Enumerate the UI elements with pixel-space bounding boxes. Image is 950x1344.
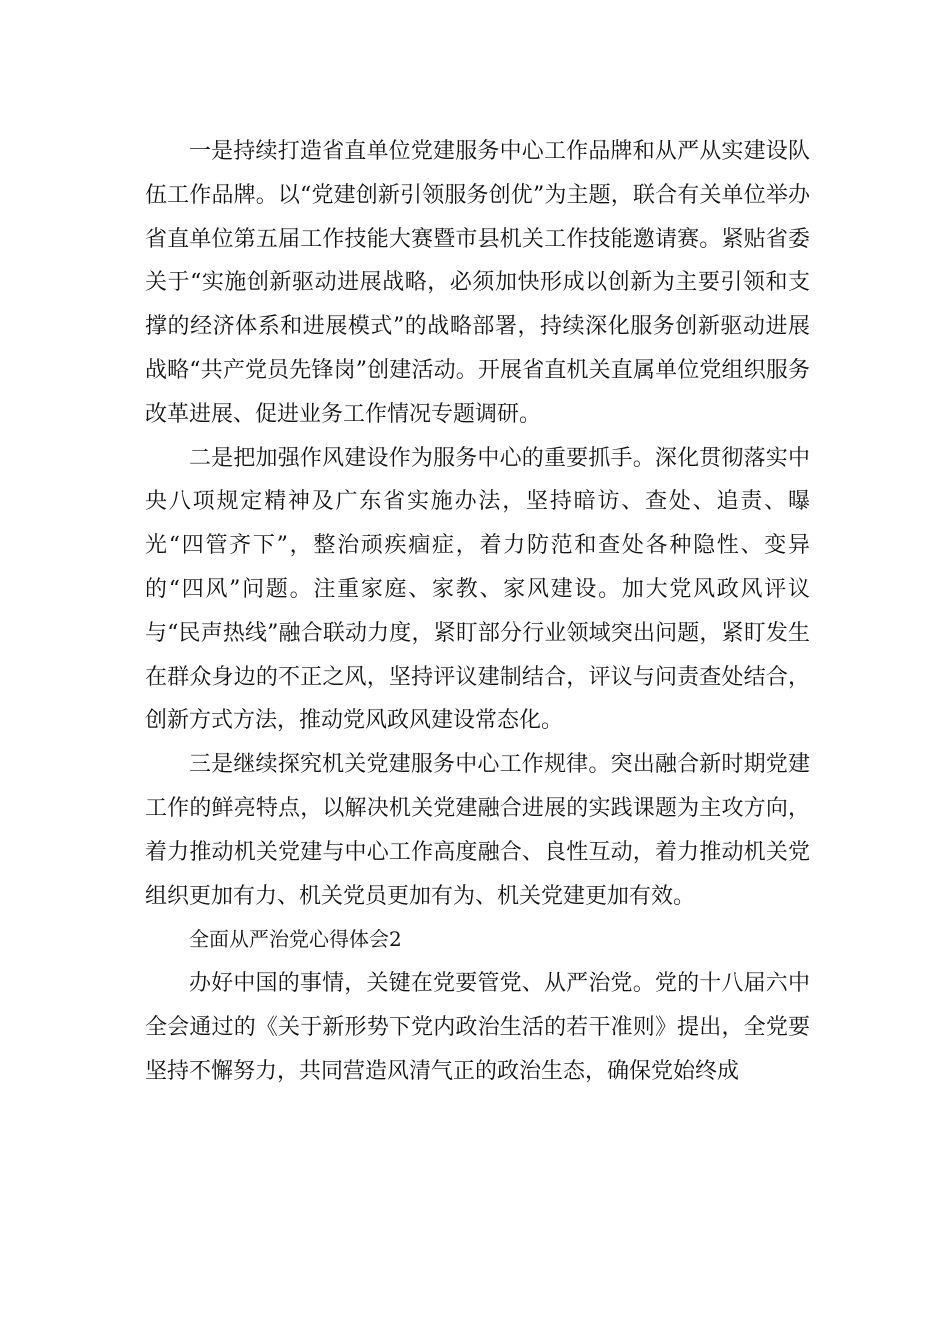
paragraph-2: 二是把加强作风建设作为服务中心的重要抓手。深化贯彻落实中央八项规定精神及广东省实施办法，坚持暗访、查处、追责、曝光“四管齐下”，整治顽疾痼症，着力防范和查处各种隐性、变异的“四风”问题。注重家庭、家教、家风建设。加大党风政风评议与“民声热线”融合联动力度，紧盯部分行业领域突出问题，紧盯发生在群众身边的不正之风，坚持评议建制结合，评议与问责查处结合，创新方式方法，推动党风政风建设常态化。 — [145, 445, 810, 734]
section-title: 全面从严治党心得体会2 — [189, 927, 402, 952]
paragraph-1: 一是持续打造省直单位党建服务中心工作品牌和从严从实建设队伍工作品牌。以“党建创新引领服务创优”为主题，联合有关单位举办省直单位第五届工作技能大赛暨市县机关工作技能邀请赛。紧贴省委关于“实施创新驱动进展战略，必须加快形成以创新为主要引领和支撑的经济体系和进展模式”的战略部署，持续深化服务创新驱动进展战略“共产党员先锋岗”创建活动。开展省直机关直属单位党组织服务改革进展、促进业务工作情况专题调研。 — [145, 139, 810, 427]
paragraph-3: 三是继续探究机关党建服务中心工作规律。突出融合新时期党建工作的鲜亮特点，以解决机关党建融合进展的实践课题为主攻方向，着力推动机关党建与中心工作高度融合、良性互动，着力推动机关党组织更加有力、机关党员更加有为、机关党建更加有效。 — [145, 752, 810, 909]
document-page — [145, 130, 810, 1094]
paragraph-4: 办好中国的事情，关键在党要管党、从严治党。党的十八届六中全会通过的《关于新形势下党内政治生活的若干准则》提出，全党要坚持不懈努力，共同营造风清气正的政治生态，确保党始终成 — [145, 971, 810, 1084]
